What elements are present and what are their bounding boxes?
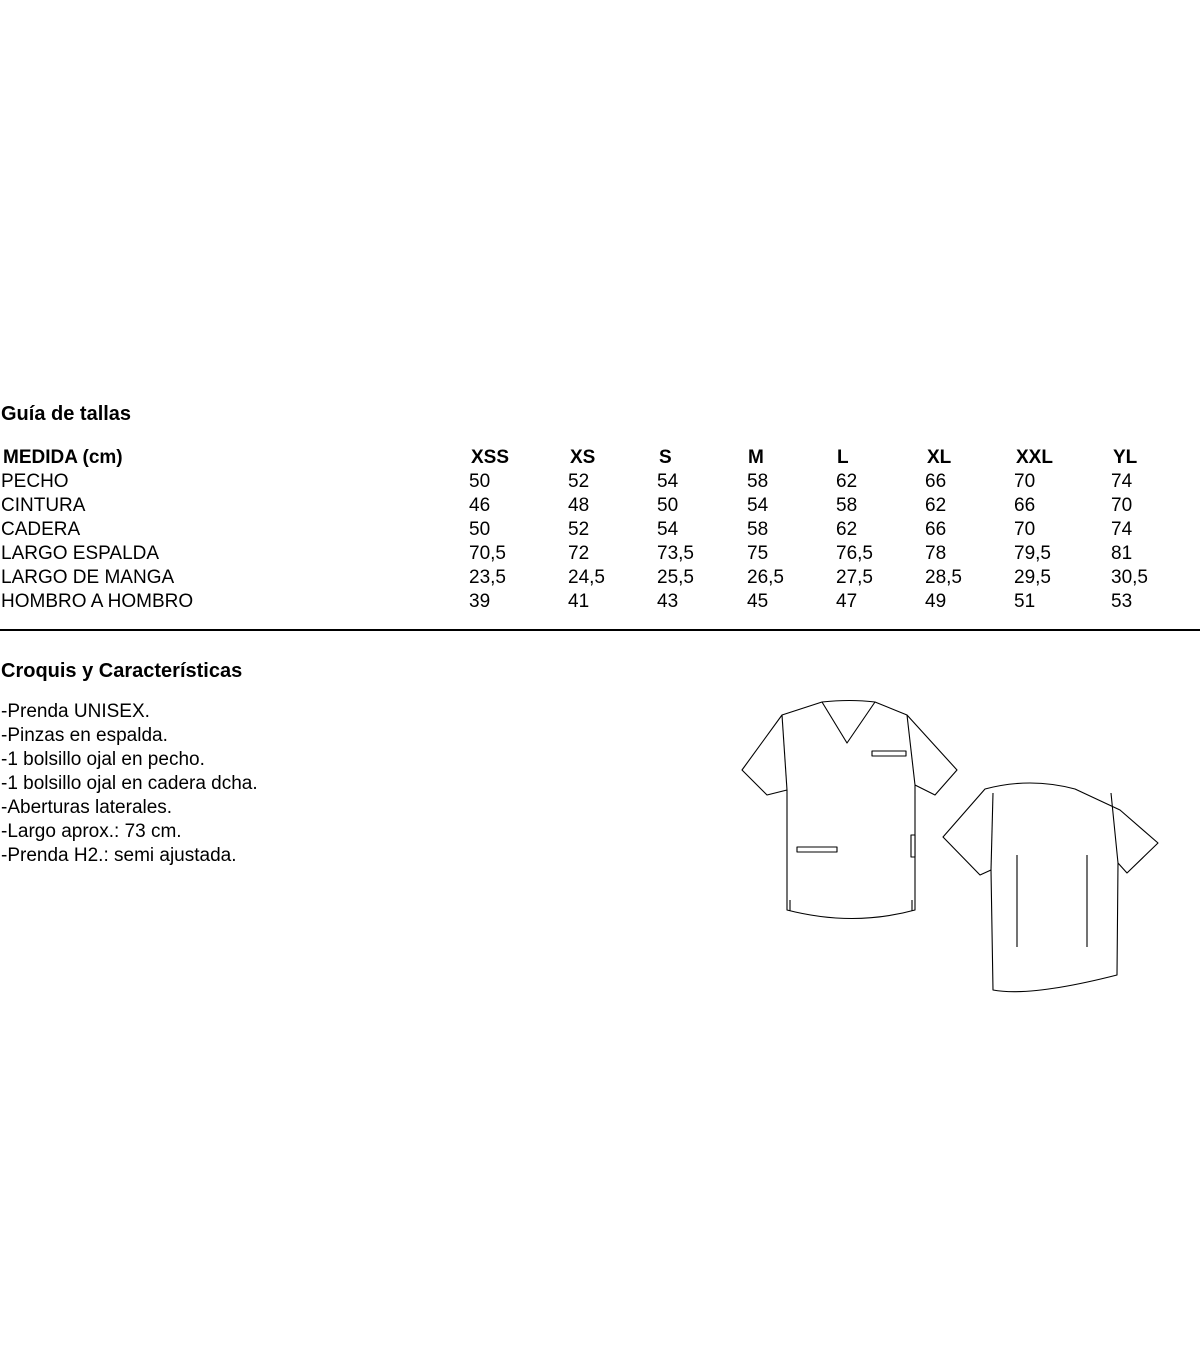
value-xs: 41	[568, 591, 590, 612]
size-header-xss: XSS	[471, 447, 510, 468]
table-row-hombro-a-hombro	[0, 590, 1200, 614]
value-xl: 66	[925, 471, 947, 492]
value-m: 75	[747, 543, 769, 564]
value-xl: 78	[925, 543, 947, 564]
value-xl: 28,5	[925, 567, 962, 588]
value-xxl: 66	[1014, 495, 1036, 516]
row-label: PECHO	[1, 471, 69, 492]
size-header-l: L	[837, 447, 849, 468]
value-l: 47	[836, 591, 858, 612]
feature-item: -Prenda H2.: semi ajustada.	[1, 845, 237, 866]
value-l: 62	[836, 519, 858, 540]
value-xss: 50	[469, 471, 491, 492]
value-yl: 74	[1111, 471, 1133, 492]
row-label: LARGO ESPALDA	[1, 543, 160, 564]
value-l: 62	[836, 471, 858, 492]
value-s: 54	[657, 519, 679, 540]
size-header-xxl: XXL	[1016, 447, 1053, 468]
value-yl: 81	[1111, 543, 1133, 564]
feature-item: -1 bolsillo ojal en cadera dcha.	[1, 773, 258, 794]
value-xxl: 79,5	[1014, 543, 1051, 564]
feature-item: -Prenda UNISEX.	[1, 701, 150, 722]
row-label: HOMBRO A HOMBRO	[1, 591, 194, 612]
value-l: 58	[836, 495, 858, 516]
value-xss: 70,5	[469, 543, 506, 564]
value-xl: 49	[925, 591, 947, 612]
value-s: 25,5	[657, 567, 694, 588]
value-xs: 48	[568, 495, 590, 516]
size-header-xs: XS	[570, 447, 596, 468]
value-xs: 24,5	[568, 567, 605, 588]
size-table	[0, 446, 1200, 614]
value-s: 43	[657, 591, 679, 612]
row-label: CINTURA	[1, 495, 86, 516]
table-row-cintura	[0, 494, 1200, 518]
value-yl: 53	[1111, 591, 1133, 612]
features-title: Croquis y Características	[1, 660, 243, 682]
size-header-yl: YL	[1113, 447, 1138, 468]
measure-header: MEDIDA (cm)	[3, 447, 123, 468]
value-xs: 52	[568, 471, 590, 492]
scrub-top-back-icon	[943, 783, 1158, 992]
size-table-header	[0, 446, 1200, 470]
value-m: 26,5	[747, 567, 784, 588]
value-m: 58	[747, 519, 769, 540]
features-list	[1, 700, 258, 868]
value-yl: 70	[1111, 495, 1133, 516]
value-xss: 46	[469, 495, 491, 516]
size-header-xl: XL	[927, 447, 952, 468]
value-yl: 74	[1111, 519, 1133, 540]
size-header-s: S	[659, 447, 672, 468]
table-row-largo-de-manga	[0, 566, 1200, 590]
value-xxl: 51	[1014, 591, 1036, 612]
size-header-m: M	[748, 447, 764, 468]
value-m: 54	[747, 495, 769, 516]
value-s: 50	[657, 495, 679, 516]
feature-item: -1 bolsillo ojal en pecho.	[1, 749, 205, 770]
value-xss: 39	[469, 591, 491, 612]
feature-item: -Largo aprox.: 73 cm.	[1, 821, 182, 842]
value-xl: 62	[925, 495, 947, 516]
value-xss: 23,5	[469, 567, 506, 588]
feature-item: -Pinzas en espalda.	[1, 725, 168, 746]
value-s: 73,5	[657, 543, 694, 564]
feature-item: -Aberturas laterales.	[1, 797, 173, 818]
garment-sketch	[735, 695, 1165, 1000]
table-row-pecho	[0, 470, 1200, 494]
table-row-largo-espalda	[0, 542, 1200, 566]
row-label: CADERA	[1, 519, 81, 540]
row-label: LARGO DE MANGA	[1, 567, 175, 588]
value-xxl: 29,5	[1014, 567, 1051, 588]
value-m: 58	[747, 471, 769, 492]
table-row-cadera	[0, 518, 1200, 542]
scrub-top-front-icon	[742, 701, 957, 919]
value-l: 76,5	[836, 543, 873, 564]
value-yl: 30,5	[1111, 567, 1148, 588]
value-xxl: 70	[1014, 471, 1036, 492]
value-m: 45	[747, 591, 769, 612]
value-xs: 52	[568, 519, 590, 540]
value-l: 27,5	[836, 567, 873, 588]
value-xss: 50	[469, 519, 491, 540]
value-s: 54	[657, 471, 679, 492]
value-xxl: 70	[1014, 519, 1036, 540]
value-xl: 66	[925, 519, 947, 540]
size-guide-title: Guía de tallas	[1, 403, 132, 425]
section-divider	[0, 629, 1200, 631]
value-xs: 72	[568, 543, 590, 564]
